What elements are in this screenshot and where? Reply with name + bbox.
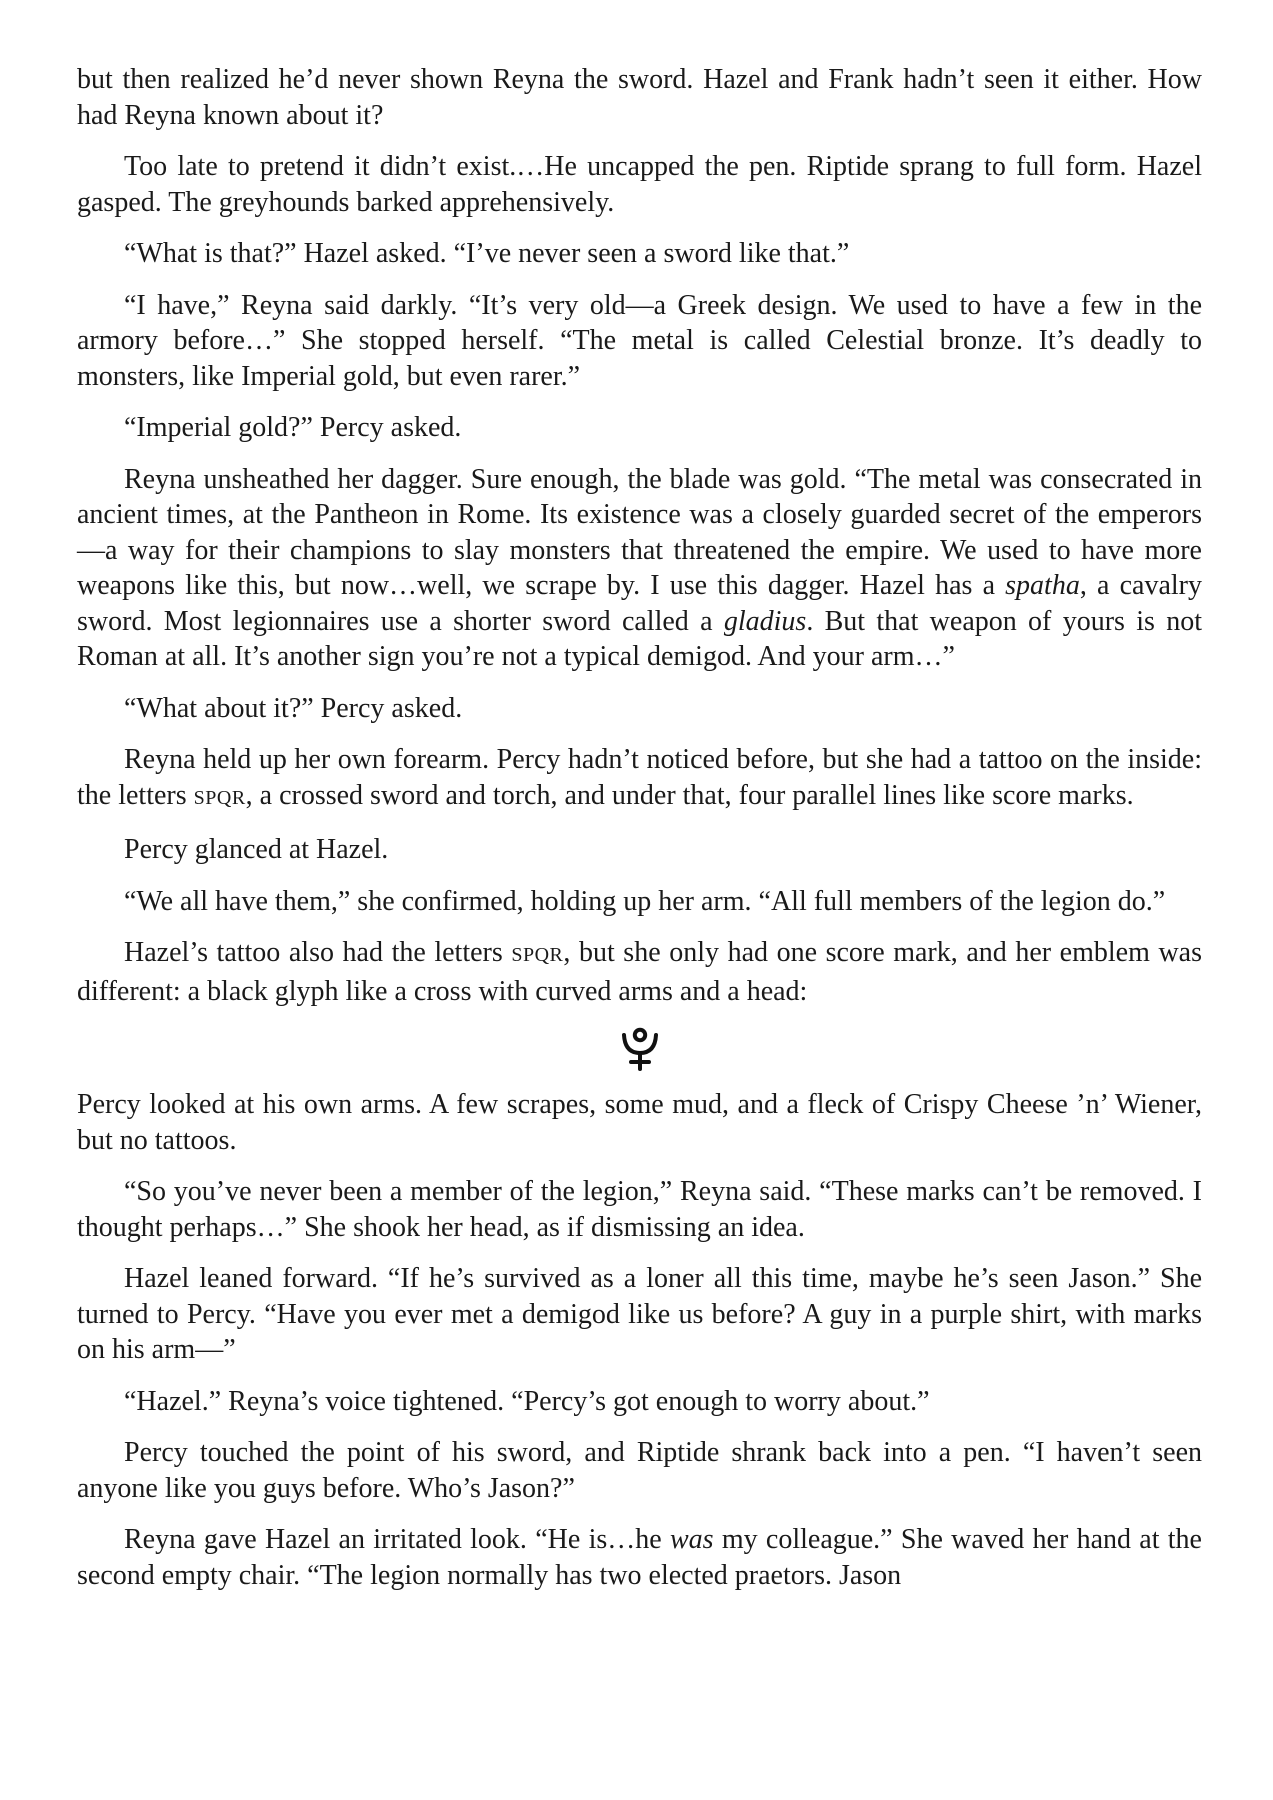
paragraph-5: “Imperial gold?” Percy asked. (124, 412, 462, 443)
paragraph-14: Hazel leaned forward. “If he’s survived as a loner all this time, maybe he’s seen Jason.” She turned to Percy. “Have you ever met a demigod like us before? A guy in a purple shirt, with marks on his arm—” (77, 1263, 1202, 1365)
paragraph-17: Reyna gave Hazel an irritated look. “He is…he was my colleague.” She waved her hand at the second empty chair. “The legion normally has two elected praetors. Jason (77, 1524, 1202, 1591)
paragraph-6: Reyna unsheathed her dagger. Sure enough, the blade was gold. “The metal was consecrated in ancient times, at the Pantheon in Rome. Its existence was a closely guarded secret of the emperors—a way for their champions to slay monsters that threatened the empire. We used to have more weapons like this, but now…well, we scrape by. I use this dagger. Hazel has a spatha, a cavalry sword. Most legionnaires use a shorter sword called a gladius. But that weapon of yours is not Roman at all. It’s another sign you’re not a typical demigod. And your arm…” (77, 463, 1202, 672)
pluto-glyph-icon (618, 1025, 662, 1071)
paragraph-11: Hazel’s tattoo also had the letters SPQR, but she only had one score mark, and her emblem was different: a black glyph like a cross with curved arms and a head: (77, 937, 1202, 1007)
paragraph-16: Percy touched the point of his sword, and Riptide shrank back into a pen. “I haven’t seen anyone like you guys before. Who’s Jason?” (77, 1437, 1202, 1504)
paragraph-12: Percy looked at his own arms. A few scrapes, some mud, and a fleck of Crispy Cheese ’n’ Wiener, but no tattoos. (77, 1089, 1202, 1156)
book-page (77, 62, 1202, 1609)
paragraph-15: “Hazel.” Reyna’s voice tightened. “Percy’s got enough to worry about.” (124, 1385, 930, 1417)
paragraph-13: “So you’ve never been a member of the legion,” Reyna said. “These marks can’t be removed. I thought perhaps…” She shook her head, as if dismissing an idea. (77, 1176, 1202, 1243)
paragraph-9: Percy glanced at Hazel. (124, 834, 389, 865)
pluto-glyph-figure (77, 1025, 1202, 1073)
paragraph-7: “What about it?” Percy asked. (124, 692, 463, 724)
paragraph-4: “I have,” Reyna said darkly. “It’s very old—a Greek design. We used to have a few in the armory before…” She stopped herself. “The metal is called Celestial bronze. It’s deadly to monsters, like Imperial gold, but even rarer.” (77, 289, 1202, 392)
paragraph-1: but then realized he’d never shown Reyna the sword. Hazel and Frank hadn’t seen it either. How had Reyna known about it? (77, 64, 1202, 131)
paragraph-10: “We all have them,” she confirmed, holding up her arm. “All full members of the legion do.” (124, 885, 1166, 917)
paragraph-3: “What is that?” Hazel asked. “I’ve never seen a sword like that.” (124, 238, 850, 269)
paragraph-2: Too late to pretend it didn’t exist.…He uncapped the pen. Riptide sprang to full form. Hazel gasped. The greyhounds barked apprehensively. (77, 151, 1202, 218)
paragraph-8: Reyna held up her own forearm. Percy hadn’t noticed before, but she had a tattoo on the inside: the letters SPQR, a crossed sword and torch, and under that, four parallel lines like score marks. (77, 744, 1202, 811)
